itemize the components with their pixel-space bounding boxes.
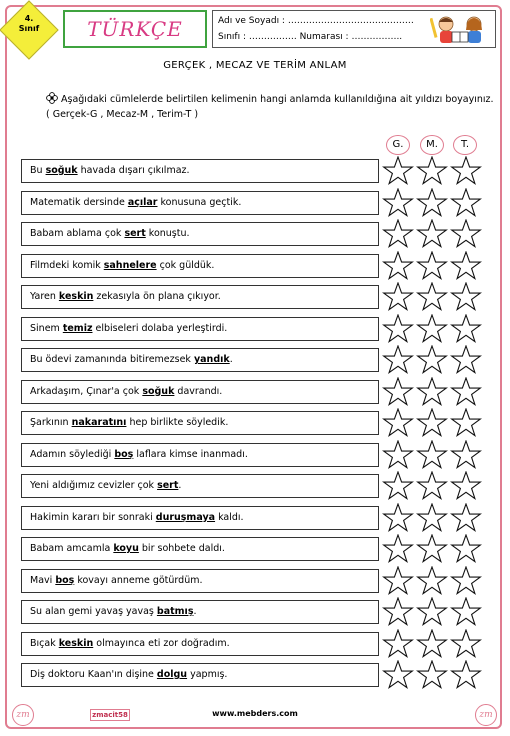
mecaz-star-icon[interactable] (418, 189, 447, 216)
name-field[interactable]: Adı ve Soyadı : …………………………………… (218, 16, 414, 26)
target-word: sahnelere (103, 259, 157, 271)
gercek-star-icon[interactable] (384, 535, 413, 562)
target-word: koyu (113, 543, 139, 554)
sentence-row (21, 569, 379, 593)
subject-title: TÜRKÇE (63, 10, 207, 48)
sentence-text-before: Bu ödevi zamanında bitiremezsek (30, 354, 194, 365)
star-choice-group (381, 314, 483, 344)
sentence-row (21, 600, 379, 624)
sentence-row (21, 474, 379, 498)
sentence-text-after: davrandı. (174, 385, 223, 397)
star-choice-group (381, 471, 483, 501)
sentence-row (21, 411, 379, 435)
target-word: keskin (58, 291, 94, 302)
terim-star-icon[interactable] (452, 598, 481, 625)
terim-star-icon[interactable] (452, 252, 481, 279)
star-choice-group (381, 440, 483, 470)
star-choice-group (381, 660, 483, 690)
sentence-text-after: çok güldük. (156, 259, 215, 271)
sentence-row (21, 159, 379, 183)
star-choice-group (381, 377, 483, 407)
star-choice-group (381, 188, 483, 218)
mecaz-star-icon[interactable] (418, 535, 447, 562)
mecaz-star-icon[interactable] (418, 252, 447, 279)
gercek-star-icon[interactable] (384, 661, 413, 688)
gercek-star-icon[interactable] (384, 598, 413, 625)
terim-star-icon[interactable] (452, 220, 481, 247)
target-word: nakaratını (71, 417, 127, 428)
sentence-text-after: yapmış. (187, 669, 228, 680)
sentence-text-after: havada dışarı çıkılmaz. (77, 165, 190, 176)
star-choice-group (381, 629, 483, 659)
star-choice-group (381, 251, 483, 281)
terim-star-icon[interactable] (452, 630, 481, 657)
target-word: temiz (62, 322, 93, 334)
target-word: batmış (156, 606, 194, 617)
terim-star-icon[interactable] (452, 661, 481, 688)
sentence-row (21, 663, 379, 687)
zm-logo-right: zm (475, 704, 497, 726)
gercek-star-icon[interactable] (384, 315, 413, 342)
mecaz-star-icon[interactable] (418, 315, 447, 342)
grade-label: Sınıf (18, 24, 40, 33)
terim-star-icon[interactable] (452, 378, 481, 405)
sentence-text-before: Yeni aldığımız cevizler çok (30, 480, 158, 491)
sentence-row (21, 506, 379, 530)
sentence-text-before: Diş doktoru Kaan'ın dişine (30, 669, 157, 680)
gercek-star-icon[interactable] (384, 504, 413, 531)
terim-star-icon[interactable] (452, 189, 481, 216)
column-head-mecaz: M. (420, 135, 444, 155)
sentence-row (21, 380, 379, 404)
mecaz-star-icon[interactable] (418, 598, 447, 625)
terim-star-icon[interactable] (452, 157, 481, 184)
worksheet-title: GERÇEK , MECAZ VE TERİM ANLAM (163, 60, 347, 71)
sentence-text-after: . (229, 354, 233, 365)
grade-badge-text (8, 14, 50, 34)
gercek-star-icon[interactable] (384, 441, 413, 468)
zm-logo-left: zm (12, 704, 34, 726)
grade-number: 4. (24, 14, 34, 23)
sentence-text-before: Şarkının (30, 417, 72, 428)
target-word: yandık (193, 354, 230, 365)
terim-star-icon[interactable] (452, 283, 481, 310)
sentence-text-before: Bu (30, 165, 46, 176)
gercek-star-icon[interactable] (384, 189, 413, 216)
terim-star-icon[interactable] (452, 535, 481, 562)
instruction-body: Aşağıdaki cümlelerde belirtilen kelimenin hangi anlamda kullanıldığına ait yıldızı boyayınız. ( Gerçek-G , Mecaz-M , Terim-T ) (46, 94, 494, 120)
sentence-text-after: kaldı. (215, 511, 244, 523)
mecaz-star-icon[interactable] (418, 409, 447, 436)
gercek-star-icon[interactable] (384, 283, 413, 310)
star-choice-group (381, 597, 483, 627)
gercek-star-icon[interactable] (384, 567, 413, 594)
gercek-star-icon[interactable] (384, 252, 413, 279)
terim-star-icon[interactable] (452, 472, 481, 499)
star-choice-group (381, 156, 483, 186)
target-word: sert (124, 228, 146, 239)
sentence-row (21, 222, 379, 246)
terim-star-icon[interactable] (452, 567, 481, 594)
star-choice-group (381, 345, 483, 375)
mecaz-star-icon[interactable] (418, 504, 447, 531)
gercek-star-icon[interactable] (384, 157, 413, 184)
sentence-text-before: Sinem (30, 322, 63, 334)
terim-star-icon[interactable] (452, 504, 481, 531)
sentence-text-before: Babam amcamla (30, 543, 114, 554)
sentence-text-after: zekasıyla ön plana çıkıyor. (93, 291, 221, 302)
star-choice-group (381, 534, 483, 564)
target-word: soğuk (142, 385, 175, 397)
terim-star-icon[interactable] (452, 441, 481, 468)
sentence-row (21, 317, 379, 341)
class-number-field[interactable]: Sınıfı : ……………. Numarası : …………….. (218, 32, 403, 42)
sentence-row (21, 285, 379, 309)
gercek-star-icon[interactable] (384, 472, 413, 499)
sentence-text-after: . (193, 606, 197, 617)
target-word: dolgu (156, 669, 188, 680)
sentence-text-before: Su alan gemi yavaş yavaş (30, 606, 157, 617)
flower-bullet-icon (46, 92, 58, 104)
sentence-text-before: Yaren (30, 291, 59, 302)
website-url[interactable]: www.mebders.com (212, 709, 298, 718)
column-head-terim: T. (453, 135, 477, 155)
sentence-row (21, 443, 379, 467)
mecaz-star-icon[interactable] (418, 567, 447, 594)
column-head-gercek: G. (386, 135, 410, 155)
target-word: boş (55, 574, 75, 586)
sentence-text-before: Bıçak (30, 637, 59, 649)
sentence-text-after: elbiseleri dolaba yerleştirdi. (92, 322, 228, 334)
mecaz-star-icon[interactable] (418, 630, 447, 657)
terim-star-icon[interactable] (452, 315, 481, 342)
sentence-text-after: bir sohbete daldı. (138, 543, 225, 554)
instruction-text (46, 92, 494, 122)
gercek-star-icon[interactable] (384, 346, 413, 373)
sentence-text-before: Matematik dersinde (30, 196, 128, 208)
author-tag: zmacit58 (90, 709, 130, 721)
terim-star-icon[interactable] (452, 409, 481, 436)
terim-star-icon[interactable] (452, 346, 481, 373)
sentence-text-after: . (178, 480, 182, 491)
mecaz-star-icon[interactable] (418, 346, 447, 373)
mecaz-star-icon[interactable] (418, 441, 447, 468)
sentence-row (21, 632, 379, 656)
mecaz-star-icon[interactable] (418, 661, 447, 688)
children-reading-icon (430, 12, 492, 46)
sentence-row (21, 191, 379, 215)
sentence-text-before: Arkadaşım, Çınar'a çok (30, 385, 143, 397)
sentence-text-before: Adamın söylediği (30, 448, 115, 460)
mecaz-star-icon[interactable] (418, 220, 447, 247)
target-word: boş (114, 448, 134, 460)
gercek-star-icon[interactable] (384, 630, 413, 657)
sentence-text-before: Filmdeki komik (30, 259, 104, 271)
sentence-text-after: kovayı anneme götürdüm. (74, 574, 203, 586)
mecaz-star-icon[interactable] (418, 157, 447, 184)
sentence-text-after: olmayınca eti zor doğradım. (93, 637, 230, 649)
sentence-text-after: hep birlikte söyledik. (126, 417, 229, 428)
sentence-text-before: Hakimin kararı bir sonraki (30, 511, 156, 523)
target-word: soğuk (45, 165, 78, 176)
mecaz-star-icon[interactable] (418, 283, 447, 310)
star-choice-group (381, 503, 483, 533)
mecaz-star-icon[interactable] (418, 378, 447, 405)
gercek-star-icon[interactable] (384, 220, 413, 247)
star-choice-group (381, 408, 483, 438)
sentence-row (21, 348, 379, 372)
target-word: keskin (58, 637, 94, 649)
gercek-star-icon[interactable] (384, 378, 413, 405)
sentence-text-after: konuştu. (145, 228, 190, 239)
target-word: duruşmaya (155, 511, 216, 523)
star-choice-group (381, 219, 483, 249)
sentence-text-before: Mavi (30, 574, 56, 586)
sentence-text-before: Babam ablama çok (30, 228, 125, 239)
sentence-row (21, 254, 379, 278)
star-choice-group (381, 282, 483, 312)
mecaz-star-icon[interactable] (418, 472, 447, 499)
gercek-star-icon[interactable] (384, 409, 413, 436)
sentence-text-after: laflara kimse inanmadı. (133, 448, 248, 460)
sentence-row (21, 537, 379, 561)
star-choice-group (381, 566, 483, 596)
target-word: açılar (127, 196, 158, 208)
target-word: sert (157, 480, 179, 491)
sentence-text-after: konusuna geçtik. (157, 196, 242, 208)
